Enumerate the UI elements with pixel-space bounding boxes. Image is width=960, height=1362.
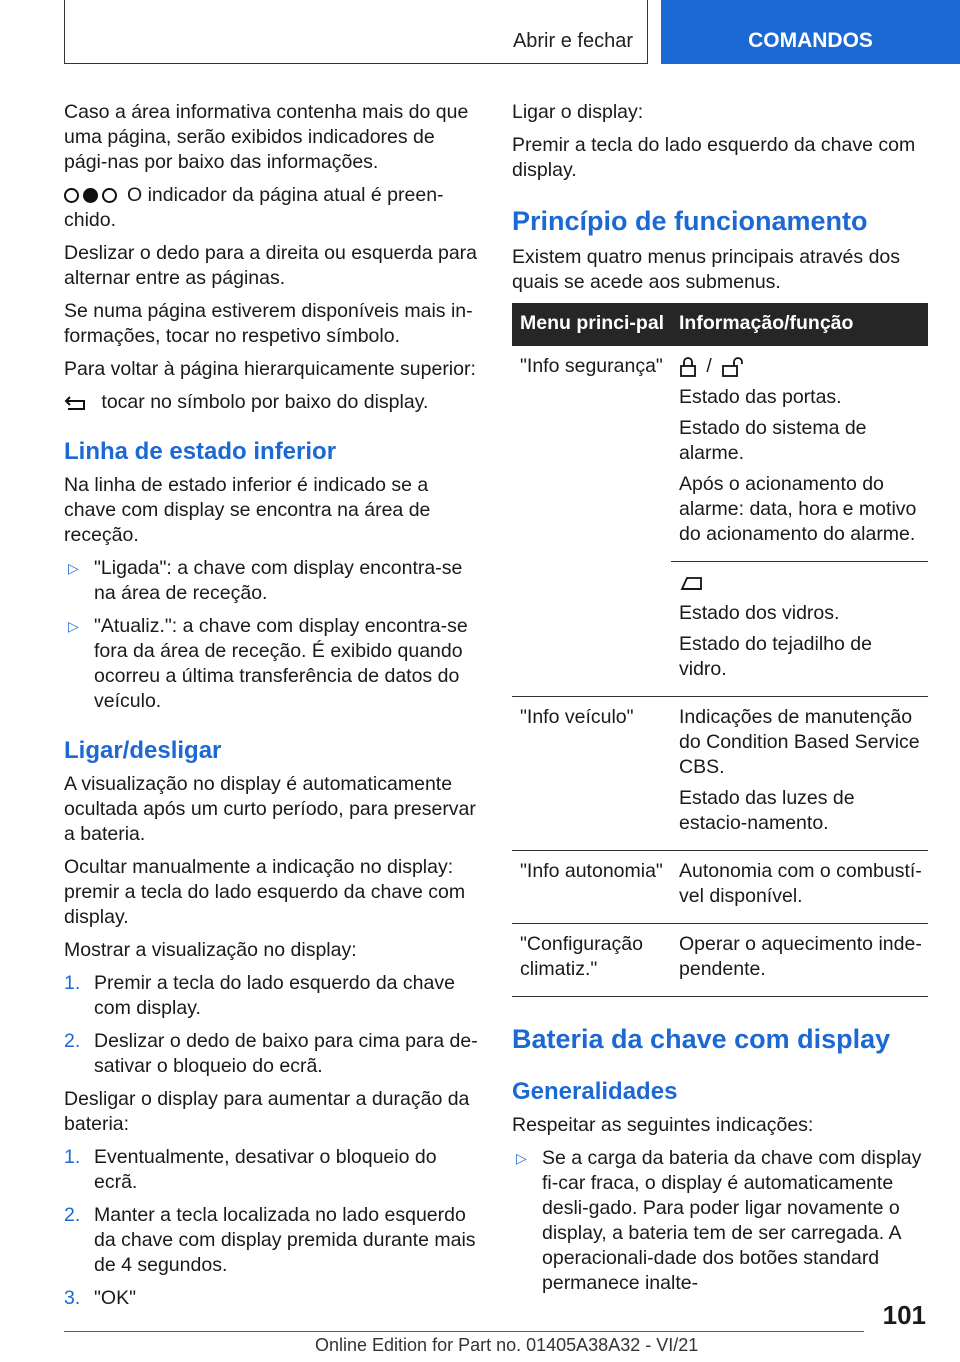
table-header-col2: Informação/função — [671, 303, 928, 346]
off-step-3: 3. "OK" — [64, 1287, 137, 1309]
table-header-col1: Menu princi‐pal — [512, 303, 671, 346]
table-cell: Indicações de manutenção do Condition Based Service CBS. Estado das luzes de estacio‐namento. — [671, 697, 928, 851]
table-cell: Operar o aquecimento inde‐pendente. — [671, 924, 928, 997]
table-cell: Autonomia com o combustí‐vel disponível. — [671, 851, 928, 924]
r-bullet-1: ▷ Se a carga da bateria da chave com display fi‐car fraca, o display é automaticamente desli‐gado. Para poder ligar novamente o display, a bateria tem de ser carregada. A operacionali‐dade dos botões standard permanece inalte‐ — [516, 1147, 922, 1294]
menu-table — [512, 303, 928, 997]
text-p8: Ocultar manualmente a indicação no display: premir a tecla do lado esquerdo da chave com display. — [64, 856, 466, 928]
table-cell: "Info segurança" — [512, 346, 671, 697]
right-column — [512, 100, 928, 1304]
table-header-row — [512, 303, 928, 346]
table-cell: / Estado das portas. Estado do sistema de alarme. Após o acionamento do alarme: data, hora e motivo do acionamento do alarme. — [671, 346, 928, 562]
heading-status-line: Linha de estado inferior — [64, 438, 337, 465]
table-cell: "Info autonomia" — [512, 851, 671, 924]
table-cell: "Configuração climatiz." — [512, 924, 671, 997]
off-step-1: 1. Eventualmente, desativar o bloqueio do ecrã. — [64, 1146, 437, 1193]
back-arrow-icon — [64, 395, 88, 411]
text-p7: A visualização no display é automaticamente ocultada após um curto período, para preservar a bateria. — [64, 773, 476, 845]
heading-on-off: Ligar/desligar — [64, 737, 222, 764]
table-row — [512, 924, 928, 997]
text-p5: Para voltar à página hierarquicamente superior: — [64, 358, 476, 380]
table-row — [512, 346, 928, 562]
text-p9: Mostrar a visualização no display: — [64, 939, 357, 961]
heading-general: Generalidades — [512, 1078, 678, 1105]
lock-open-icon — [721, 356, 747, 378]
table-cell: "Info veículo" — [512, 697, 671, 851]
header-left-box — [64, 0, 648, 64]
text-p6: Na linha de estado inferior é indicado se a chave com display se encontra na área de receção. — [64, 474, 431, 546]
text-p10: Desligar o display para aumentar a duração da bateria: — [64, 1088, 470, 1135]
text-p2: O indicador da página atual é preen‐chido. — [64, 184, 444, 231]
r-text-p4: Respeitar as seguintes indicações: — [512, 1114, 814, 1136]
r-text-p2: Premir a tecla do lado esquerdo da chave com display. — [512, 134, 916, 181]
text-p4: Se numa página estiverem disponíveis mais in‐formações, tocar no respetivo símbolo. — [64, 300, 473, 347]
table-cell: Estado dos vidros. Estado do tejadilho de vidro. — [671, 562, 928, 697]
table-row — [512, 697, 928, 851]
heading-principle: Princípio de funcionamento — [512, 206, 868, 236]
bullet-1: ▷ "Ligada": a chave com display encontra-se na área de receção. — [68, 557, 463, 604]
header-section: Abrir e fechar — [512, 30, 633, 52]
page-number: 101 — [882, 1300, 926, 1330]
text-p3: Deslizar o dedo para a direita ou esquerda para alternar entre as páginas. — [64, 242, 478, 289]
off-step-2: 2. Manter a tecla localizada no lado esquerdo da chave com display premida durante mais de 4 segundos. — [64, 1204, 476, 1276]
left-column — [64, 100, 480, 1319]
text-p5b: tocar no símbolo por baixo do display. — [64, 390, 480, 415]
edition-note: Online Edition for Part no. 01405A38A32 - VI/21 — [315, 1335, 699, 1355]
step-2: 2. Deslizar o dedo de baixo para cima para de‐sativar o bloqueio do ecrã. — [64, 1030, 478, 1077]
header-chapter-tab: COMANDOS — [661, 0, 960, 64]
lock-closed-icon — [679, 356, 697, 378]
text-p1: Caso a área informativa contenha mais do que uma página, serão exibidos indicadores de pági‐nas por baixo das informações. — [64, 101, 469, 173]
footer-divider — [64, 1331, 864, 1332]
car-window-icon — [679, 573, 705, 593]
table-row — [512, 851, 928, 924]
page-indicator-icon — [64, 188, 117, 203]
bullet-2: ▷ "Atualiz.": a chave com display encontra-se fora da área de receção. É exibido quando ocorreu a última transferência de datos do veículo. — [68, 615, 468, 712]
r-text-p3: Existem quatro menus principais através dos quais se acede aos submenus. — [512, 246, 901, 293]
step-1: 1. Premir a tecla do lado esquerdo da chave com display. — [64, 972, 455, 1019]
heading-battery: Bateria da chave com display — [512, 1024, 891, 1054]
r-text-p1: Ligar o display: — [512, 101, 644, 123]
